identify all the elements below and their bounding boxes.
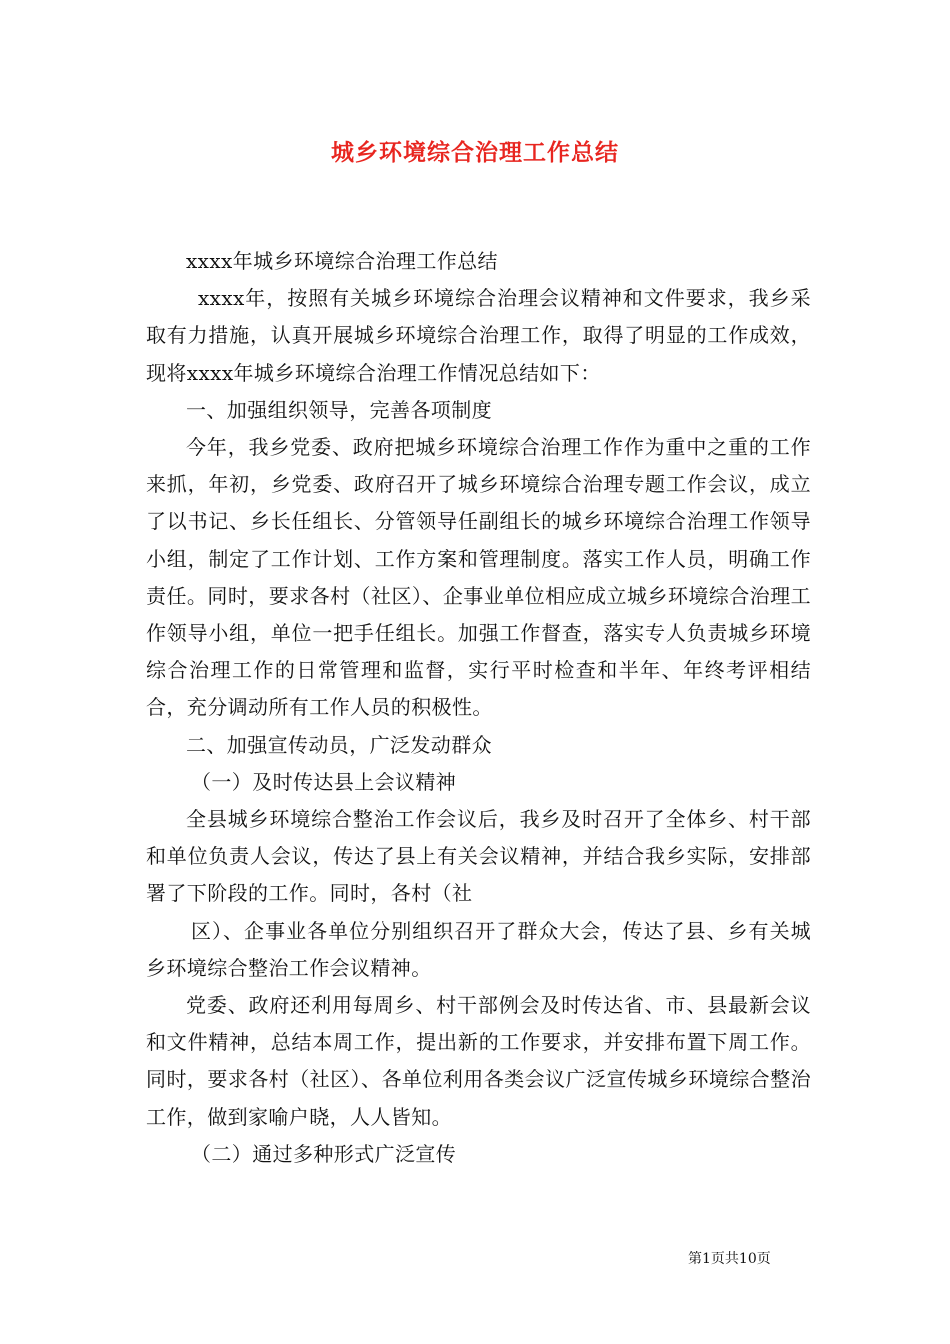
subtitle-paragraph: xxxx年城乡环境综合治理工作总结 [186,249,498,273]
section-heading-2: 二、加强宣传动员，广泛发动群众 [186,732,492,757]
subsection-1-paragraph-b: 区）、企事业各单位分别组织召开了群众大会，传达了县、乡有关城乡环境综合整治工作会议精神。 [146,918,811,980]
subsection-1-paragraph-a: 全县城乡环境综合整治工作会议后，我乡及时召开了全体乡、村干部和单位负责人会议，传达了县上有关会议精神，并结合我乡实际，安排部署了下阶段的工作。同时，各村（社 [146,807,811,906]
section-1-paragraph: 今年，我乡党委、政府把城乡环境综合治理工作作为重中之重的工作来抓，年初，乡党委、政府召开了城乡环境综合治理专题工作会议，成立了以书记、乡长任组长、分管领导任副组长的城乡环境综合治理工作领导小组，制定了工作计划、工作方案和管理制度。落实工作人员，明确工作责任。同时，要求各村（社区）、企事业单位相应成立城乡环境综合治理工作领导小组，单位一把手任组长。加强工作督查，落实专人负责城乡环境综合治理工作的日常管理和监督，实行平时检查和半年、年终考评相结合，充分调动所有工作人员的积极性。 [146,435,811,720]
subsection-1-paragraph-c: 党委、政府还利用每周乡、村干部例会及时传达省、市、县最新会议和文件精神，总结本周工作，提出新的工作要求，并安排布置下周工作。同时，要求各村（社区）、各单位利用各类会议广泛宣传城乡环境综合整治工作，做到家喻户晓，人人皆知。 [146,993,811,1129]
subsection-heading-2: （二）通过多种形式广泛宣传 [191,1141,457,1166]
subsection-heading-1: （一）及时传达县上会议精神 [191,769,457,794]
document-body [146,243,811,1173]
document-title: 城乡环境综合治理工作总结 [331,139,619,166]
page-number: 第1页共10页 [688,1251,771,1267]
intro-paragraph: xxxx年，按照有关城乡环境综合治理会议精神和文件要求，我乡采取有力措施，认真开展城乡环境综合治理工作，取得了明显的工作成效，现将xxxx年城乡环境综合治理工作情况总结如下： [146,286,811,385]
section-heading-1: 一、加强组织领导，完善各项制度 [186,397,492,422]
